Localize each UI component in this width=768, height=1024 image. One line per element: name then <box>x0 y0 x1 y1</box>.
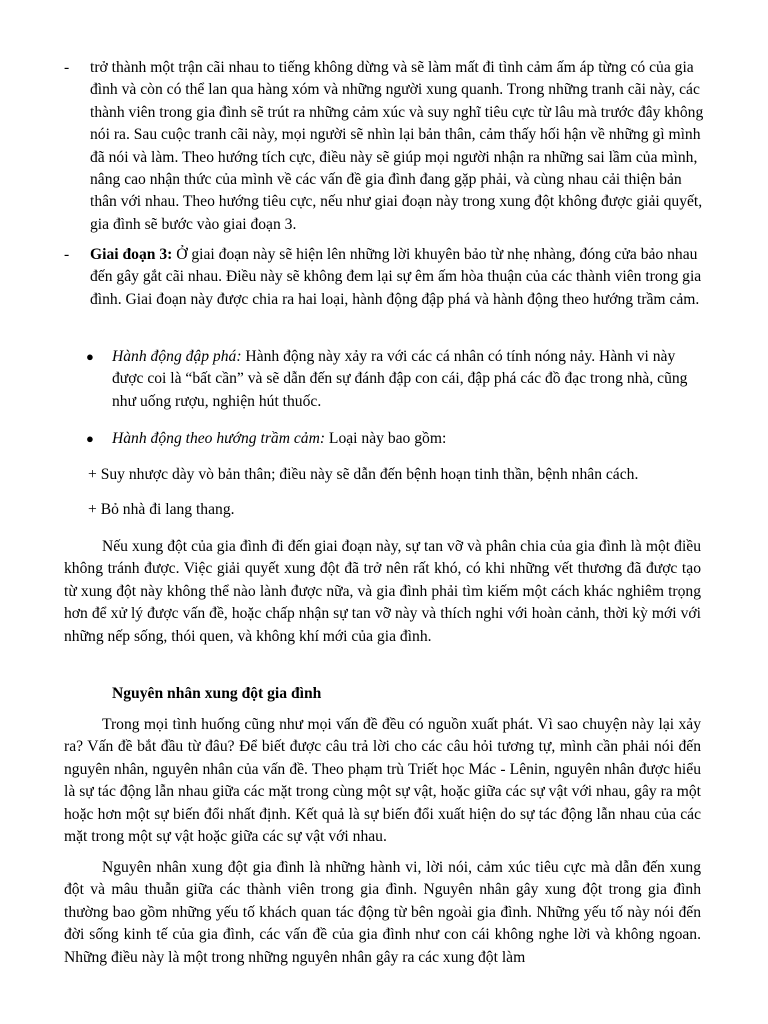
bullet-label: Hành động đập phá: <box>112 348 242 365</box>
section-heading: Nguyên nhân xung đột gia đình <box>112 685 322 702</box>
paragraph-cause-family: Nguyên nhân xung đột gia đình là những hành vi, lời nói, cảm xúc tiêu cực mà dẫn đến xung đột và mâu thuẫn giữa các thành viên trong gia đình. Nguyên nhân gây xung đột trong gia đình thường bao gồm những yếu tố khách quan tác động từ bên ngoài gia đình. Những yếu tố này nói đến đời sống kinh tế của gia đình, các vấn đề của gia đình như con cái không nghe lời và không ngoan. Những điều này là một trong những nguyên nhân gây ra các xung đột làm <box>64 859 701 966</box>
plus-item-1: + Suy nhược dày vò bản thân; điều này sẽ dẫn đến bệnh hoạn tinh thần, bệnh nhân cách. <box>88 466 639 483</box>
bullet-label: Hành động theo hướng trầm cảm: <box>112 430 326 447</box>
stage-text: Ở giai đoạn này sẽ hiện lên những lời khuyên bảo từ nhẹ nhàng, đóng cửa bảo nhau đến gây gắt cãi nhau. Điều này sẽ không đem lại sự êm ấm hòa thuận của các thành viên trong gia đình. Giai đoạn này được chia ra hai loại, hành động đập phá và hành động theo hướng trầm cảm. <box>90 246 702 308</box>
stage-label: Giai đoạn 3: <box>90 246 173 263</box>
paragraph-cause-definition: Trong mọi tình huống cũng như mọi vấn đề đều có nguồn xuất phát. Vì sao chuyện này lại xảy ra? Vấn đề bắt đầu từ đâu? Để biết được câu trả lời cho các câu hỏi tương tự, mình cần phải nói đến nguyên nhân, nguyên nhân của vấn đề. Theo phạm trù Triết học Mác - Lênin, nguyên nhân được hiểu là sự tác động lẫn nhau giữa các mặt trong cùng một sự vật, hoặc giữa các sự vật với nhau, gây ra một hoặc hơn một sự biến đổi nhất định. Kết quả là sự biến đổi xuất hiện do sự tác động lẫn nhau của các mặt trong một sự vật hoặc giữa các sự vật với nhau. <box>64 716 701 846</box>
list-item-text: trở thành một trận cãi nhau to tiếng không dừng và sẽ làm mất đi tình cảm ấm áp từng có của gia đình và còn có thể lan qua hàng xóm và những người xung quanh. Trong những tranh cãi này, các thành viên trong gia đình sẽ trút ra những cảm xúc và suy nghĩ tiêu cực từ lâu mà trước đây không nói ra. Sau cuộc tranh cãi này, mọi người sẽ nhìn lại bản thân, cảm thấy hối hận về những gì mình đã nói và làm. Theo hướng tích cực, điều này sẽ giúp mọi người nhận ra những sai lầm của mình, nâng cao nhận thức của mình về các vấn đề gia đình đang gặp phải, và cùng nhau cải thiện bản thân với nhau. Theo hướng tiêu cực, nếu như giai đoạn này trong xung đột không được giải quyết, gia đình sẽ bước vào giai đoạn 3. <box>90 59 704 233</box>
bullet-item-destructive <box>86 346 706 413</box>
dash-marker: - <box>64 59 70 76</box>
bullet-text <box>112 428 706 450</box>
plus-item-2: + Bỏ nhà đi lang thang. <box>88 501 235 518</box>
bullet-text <box>112 346 706 413</box>
bullet-body: Hành động này xảy ra với các cá nhân có tính nóng nảy. Hành vi này được coi là “bất cần” và sẽ dẫn đến sự đánh đập con cái, đập phá các đồ đạc trong nhà, cũng như uống rượu, nghiện hút thuốc. <box>112 348 688 410</box>
list-item-continuation <box>64 57 704 236</box>
dash-marker: - <box>64 246 70 263</box>
bullet-item-depressive <box>86 428 706 450</box>
paragraph-breakup: Nếu xung đột của gia đình đi đến giai đoạn này, sự tan vỡ và phân chia của gia đình là một điều không tránh được. Việc giải quyết xung đột đã trở nên rất khó, có khi những vết thương đã được tạo từ xung đột này không thể nào lành được nữa, và gia đình phải tìm kiếm một cách khác nghiêm trọng hơn để xử lý được vấn đề, hoặc chấp nhận sự tan vỡ này và thích nghi với hoàn cảnh, thời kỳ mới với những nếp sống, thói quen, và không khí mới của gia đình. <box>64 538 701 645</box>
bullet-body: Loại này bao gồm: <box>325 430 447 447</box>
list-item-stage-3 <box>64 244 704 311</box>
bullet-icon: ● <box>86 349 94 364</box>
bullet-icon: ● <box>86 431 94 446</box>
list-item-text <box>90 244 704 311</box>
